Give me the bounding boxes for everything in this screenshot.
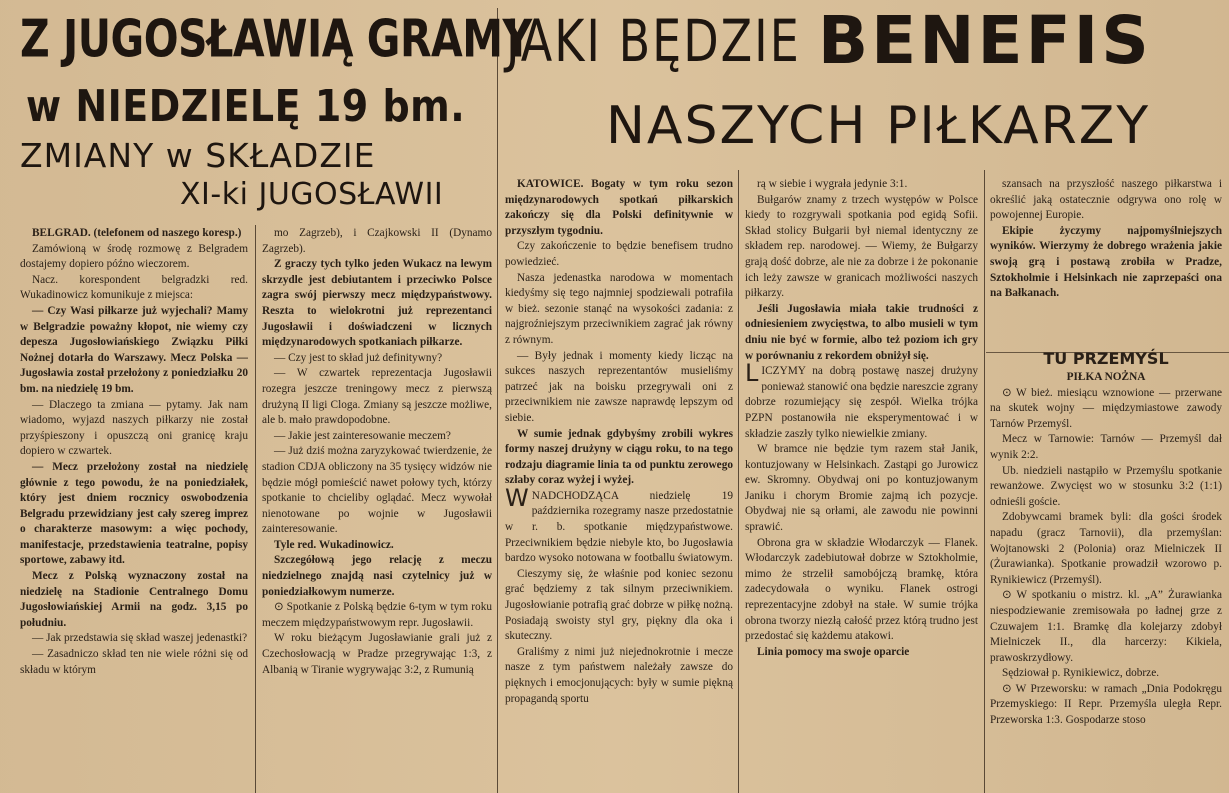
paragraph bbox=[20, 242, 248, 273]
paragraph-text: Bułgarów znamy z trzech występów w Polsce kiedy to rozgrywali spotkania pod egidą Sofii. Skład stolicy Bułgarii był niemal identyczny ze składem rep. narodowej. — Wiemy, że Bułgarzy grają dość dobrze, ale nie za dobrze i że pokonanie ich leży zawsze w granicach możliwości naszych piłkarzy. bbox=[745, 193, 978, 300]
right-article-col3 bbox=[990, 177, 1222, 349]
paragraph-text: Mecz w Tarnowie: Tarnów — Przemyśl dał wynik 2:2. bbox=[990, 433, 1222, 461]
paragraph-text: rą w siebie i wygrała jedynie 3:1. bbox=[757, 178, 908, 190]
paragraph-text: BELGRAD. (telefonem od naszego koresp.) bbox=[32, 227, 242, 239]
paragraph-text: Sędziował p. Rynikiewicz, dobrze. bbox=[1002, 667, 1160, 680]
paragraph bbox=[505, 645, 733, 707]
paragraph bbox=[745, 536, 978, 645]
paragraph-text: — Zasadniczo skład ten nie wiele różni się od składu w którym bbox=[20, 648, 248, 676]
paragraph-text: KATOWICE. Bogaty w tym roku sezon międzynarodowych spotkań piłkarskich zakończy się dla Polski definitywnie w przyszłym tygodniu. bbox=[505, 178, 733, 237]
paragraph-text: — Czy Wasi piłkarze już wyjechali? Mamy w Belgradzie poważny kłopot, nie wiemy czy depesza Jugosłowiańskiego Związku Piłki Nożnej dotarła do Warszawy. Mecz Polska — Jugosławia został przełożony z poniedziałku 20 bm. na niedzielę 19 bm. bbox=[20, 304, 248, 395]
paragraph-text: Jeśli Jugosławia miała takie trudności z odniesieniem zwycięstwa, to albo musieli w tym dniu nie być w formie, albo też poziom ich gry w porównaniu z rekordem obniżył się. bbox=[745, 302, 978, 362]
paragraph-text: — Już dziś można zaryzykować twierdzenie, że stadion CDJA obliczony na 35 tysięcy widzów nie będzie mógł pomieścić nawet połowy tych, którzy spotkanie to chcieliby oglądać. Mecz wywołał nienotowane po wojnie w Jugosławii zainteresowanie. bbox=[262, 445, 492, 536]
paragraph-text: — Dlaczego ta zmiana — pytamy. Jak nam wiadomo, wyjazd naszych piłkarzy nie został przyśpieszony i opuszczą oni granicę kraju dopiero w czwartek. bbox=[20, 398, 248, 458]
paragraph-text: Czy zakończenie to będzie benefisem trudno powiedzieć. bbox=[505, 240, 733, 268]
paragraph-text: Ekipie życzymy najpomyślniejszych wyników. Wierzymy że dobrego wrażenia jakie swoją grą i postawą zrobiła w Pradze, Sztokholmie i Helsinkach nie zaprzepaści ona na Bałkanach. bbox=[990, 224, 1222, 300]
paragraph-text: ICZYMY na dobrą postawę naszej drużyny ponieważ stanowić ona będzie nareszcie zgrany dobrze rozumiejący się zespół. Wielka trójka PZPN postanowiła nie eksperymentować i w składzie zaszły tylko niewielkie zmiany. bbox=[745, 365, 978, 440]
paragraph bbox=[505, 271, 733, 349]
paragraph-text: Mecz z Polską wyznaczony został na niedzielę na Stadionie Centralnego Domu Jugosłowiańskiej Armii na godz. 3,15 po południu. bbox=[20, 570, 248, 629]
right-headline-line2: NASZYCH PIŁKARZY bbox=[606, 96, 1151, 156]
paragraph bbox=[20, 304, 248, 398]
paragraph-text: ⊙ Spotkanie z Polską będzie 6-tym w tym roku meczem międzypaństwowym repr. Jugosławii. bbox=[262, 601, 492, 629]
paragraph-text: W bramce nie będzie tym razem stał Janik, kontuzjowany w Helsinkach. Zastąpi go Jurowicz ew. Skromny. Obydwaj oni po kontuzjowanym Janiku i chorym Bromie zajmą ich pozycje. Obydwaj nie są orłami, ale zawodu nie powinni sprawić. bbox=[745, 443, 978, 534]
paragraph-text: Nasza jedenastka narodowa w momentach kiedyśmy się tego najmniej spodziewali potrafiła w bież. sezonie stanąć na wysokości zadania: z najgroźniejszym przeciwnikiem zagrać jak równy z równym. bbox=[505, 271, 733, 346]
paragraph-text: Zdobywcami bramek byli: dla gości środek napadu (gracz Tarnovii), dla przemyślan: Wojtanowski 2 (Polonia) oraz Mielniczek II (Żurawianka). Spotkanie prowadził wzorowo p. Rynikiewicz (Przemyśl). bbox=[990, 511, 1222, 586]
left-subhead-line1: ZMIANY w SKŁADZIE bbox=[20, 136, 376, 175]
drop-cap: W bbox=[505, 483, 529, 512]
paragraph bbox=[20, 631, 248, 647]
paragraph bbox=[505, 483, 733, 567]
paragraph bbox=[990, 666, 1222, 682]
paragraph-text: NADCHODZĄCA niedzielę 19 października rozegramy nasze przedostatnie w r. b. spotkanie międzypaństwowe. Przeciwnikiem będzie niebyle kto, bo Jugosławia bardzo wysoko notowana w footballu światowym. bbox=[505, 489, 733, 565]
paragraph bbox=[990, 432, 1222, 463]
paragraph bbox=[745, 177, 978, 193]
tu-przemysl-subtitle: PIŁKA NOŻNA bbox=[1066, 371, 1146, 383]
paragraph-text: — Mecz przełożony został na niedzielę głównie z tego powodu, że na poniedziałek, który jest dniem rocznicy oswobodzenia Belgradu przewidziany jest cały szereg imprez o charakterze masowym: a więc pochody, manifestacje, przedstawienia teatralne, popisy sportowe, zabawy itd. bbox=[20, 460, 248, 567]
paragraph-text: Linia pomocy ma swoje oparcie bbox=[757, 645, 910, 658]
left-subhead-line2: XI-ki JUGOSŁAWII bbox=[180, 177, 444, 212]
paragraph-text: Graliśmy z nimi już niejednokrotnie i mecze nasze z tym państwem należały zawsze do pięknych i emocjonujących: były w sumie piękną propagandą sportu bbox=[505, 645, 733, 705]
paragraph bbox=[990, 386, 1222, 433]
paragraph bbox=[505, 567, 733, 645]
paragraph-text: W roku bieżącym Jugosławianie grali już z Czechosłowacją w Pradze przegrywając 1:3, z Albanią w Tiranie wygrywając 3:2, z Rumunią bbox=[262, 632, 492, 676]
paragraph bbox=[745, 302, 978, 364]
paragraph bbox=[505, 427, 733, 489]
paragraph bbox=[262, 429, 492, 445]
left-headline-line2: w NIEDZIELĘ 19 bm. bbox=[26, 80, 466, 132]
tu-przemysl-section bbox=[990, 340, 1222, 793]
paragraph bbox=[990, 464, 1222, 511]
paragraph-text: ⊙ W bież. miesiącu wznowione — przerwane na skutek wojny — międzymiastowe zawody Tarnów Przemyśl. bbox=[990, 386, 1222, 430]
left-article-col2 bbox=[262, 226, 492, 793]
paragraph bbox=[745, 442, 978, 536]
paragraph bbox=[20, 226, 248, 242]
paragraph bbox=[990, 224, 1222, 302]
paragraph bbox=[20, 569, 248, 631]
paragraph bbox=[20, 460, 248, 569]
paragraph-text: Szczegółową jego relację z meczu niedzielnego znajdą nasi czytelnicy już w poniedziałkowym numerze. bbox=[262, 554, 492, 598]
paragraph bbox=[262, 444, 492, 538]
tu-przemysl-body bbox=[990, 386, 1222, 729]
left-article-col1 bbox=[20, 226, 248, 793]
paragraph-text: Nacz. korespondent belgradzki red. Wukadinowicz komunikuje z miejsca: bbox=[20, 273, 248, 302]
paragraph bbox=[990, 510, 1222, 588]
paragraph bbox=[745, 645, 978, 661]
paragraph bbox=[262, 226, 492, 257]
right-article-col2 bbox=[745, 177, 978, 793]
paragraph-text: — Jakie jest zainteresowanie meczem? bbox=[274, 429, 451, 442]
paragraph-text: — Jak przedstawia się skład waszej jedenastki? bbox=[32, 632, 248, 645]
paragraph bbox=[990, 177, 1222, 224]
paragraph bbox=[262, 366, 492, 428]
left-headline-line1: Z JUGOSŁAWIĄ GRAMY bbox=[20, 9, 532, 69]
paragraph-text: ⊙ W Przeworsku: w ramach „Dnia Podokręgu Przemyskiego: II Repr. Przemyśla uległa Repr. Przeworska 1:3. Gospodarze stoso bbox=[990, 682, 1222, 727]
paragraph-text: W sumie jednak gdybyśmy zrobili wykres formy naszej drużyny w ciągu roku, to na tego rodzaju diagramie linia ta od punktu zerowego szłaby coraz wyżej i wyżej. bbox=[505, 427, 733, 487]
paragraph-text: mo Zagrzeb), i Czajkowski II (Dynamo Zagrzeb). bbox=[262, 227, 492, 255]
tu-przemysl-title: TU PRZEMYŚL bbox=[1043, 349, 1169, 368]
right-headline-part1: JAKI BĘDZIE bbox=[506, 7, 801, 75]
paragraph bbox=[262, 553, 492, 600]
paragraph-text: — W czwartek reprezentacja Jugosławii rozegra jeszcze treningowy mecz z pierwszą drużyną II ligi Cloga. Zmiany są jeszcze możliwe, ale b. mało prawdopodobne. bbox=[262, 367, 492, 427]
paragraph bbox=[262, 600, 492, 631]
paragraph bbox=[20, 273, 248, 304]
right-headline-line1 bbox=[506, 2, 1152, 79]
paragraph-text: Obrona gra w składzie Włodarczyk — Flanek. Włodarczyk zadebiutował dobrze w Sztokholmie, mimo że strzelił samobójczą bramkę, która zadecydowała o wyniku. Flanek ostrogi reprezentacyjne zdobył na stałe. W sumie trójka obrona tworzy niezłą całość przez którą trudno jest przedostać się każdemu atakowi. bbox=[745, 536, 978, 643]
paragraph-text: Z graczy tych tylko jeden Wukacz na lewym skrzydle jest debiutantem i przeciwko Polsce zagra swój pierwszy mecz międzypaństwowy. Reszta to wielokrotni już reprezentanci Jugosławii i doświadczeni w licznych międzynarodowych spotkaniach piłkarze. bbox=[262, 258, 492, 349]
right-article-col1 bbox=[505, 177, 733, 793]
paragraph bbox=[990, 682, 1222, 729]
paragraph-text: Ub. niedzieli nastąpiło w Przemyślu spotkanie rewanżowe. Zwycięst wo w stosunku 3:2 (1:1) odnieśli goście. bbox=[990, 464, 1222, 508]
paragraph bbox=[262, 538, 492, 554]
paragraph bbox=[262, 631, 492, 678]
paragraph bbox=[745, 359, 978, 442]
right-headline-part2: BENEFIS bbox=[817, 2, 1152, 79]
paragraph bbox=[505, 177, 733, 239]
paragraph bbox=[505, 349, 733, 427]
paragraph bbox=[990, 588, 1222, 666]
paragraph-text: ⊙ W spotkaniu o mistrz. kl. „A” Żurawianka niespodziewanie zremisowała po ładnej grze z Czuwajem 1:1. Bramkę dla kolejarzy zdobył Mielniczek II., dla harcerzy: Kikiela, prawoskrzydłowy. bbox=[990, 589, 1222, 664]
paragraph-text: Zamówioną w środę rozmowę z Belgradem dostajemy dopiero późno wieczorem. bbox=[20, 242, 248, 271]
paragraph bbox=[20, 398, 248, 460]
paragraph-text: szansach na przyszłość naszego piłkarstwa i określić jaką ostatecznie odgrywa ono rolę w powojennej Europie. bbox=[990, 178, 1222, 222]
paragraph bbox=[505, 239, 733, 270]
paragraph-text: Cieszymy się, że właśnie pod koniec sezonu grać będziemy z tak silnym przeciwnikiem. Jugosłowianie potrafią grać dobrze w piłkę nożną. Posiadają swoisty styl gry, piękny dla oka i skuteczny. bbox=[505, 567, 733, 643]
paragraph bbox=[262, 257, 492, 351]
paragraph-text: Tyle red. Wukadinowicz. bbox=[274, 538, 394, 551]
drop-cap: L bbox=[745, 359, 759, 388]
paragraph-text: — Czy jest to skład już definitywny? bbox=[274, 351, 443, 364]
paragraph-text: — Były jednak i momenty kiedy licząc na sukces naszych reprezentantów musieliśmy patrzeć jak na boisku przegrywali oni z przeciwnikiem nie zawsze naprawdę lepszym od siebie. bbox=[505, 349, 733, 424]
paragraph bbox=[745, 193, 978, 302]
paragraph bbox=[262, 351, 492, 367]
paragraph bbox=[20, 647, 248, 678]
